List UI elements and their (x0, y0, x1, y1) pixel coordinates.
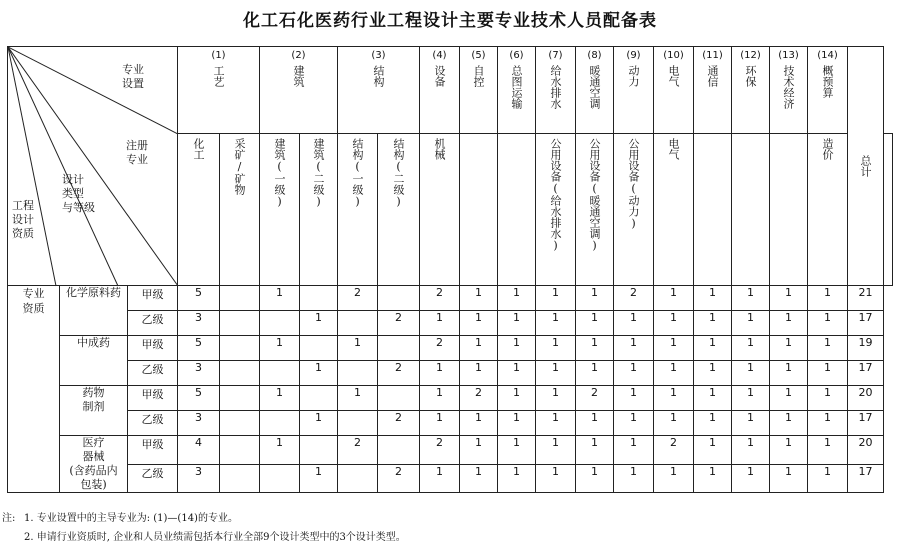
count-cell: 1 (536, 411, 576, 436)
count-cell: 1 (808, 411, 848, 436)
count-cell: 2 (420, 436, 460, 465)
registered-5: 结构(二级) (378, 134, 420, 286)
registered-17 (884, 134, 893, 286)
count-cell (300, 386, 338, 411)
count-cell: 2 (338, 436, 378, 465)
count-cell: 5 (178, 286, 220, 311)
side-label-professional-qualification: 专业 资质 (8, 286, 60, 493)
count-cell: 1 (694, 361, 732, 386)
count-cell: 1 (498, 411, 536, 436)
registered-3: 建筑(二级) (300, 134, 338, 286)
count-cell: 1 (260, 286, 300, 311)
count-cell: 2 (460, 386, 498, 411)
count-cell: 1 (338, 336, 378, 361)
count-cell: 1 (808, 311, 848, 336)
count-cell: 1 (654, 386, 694, 411)
count-cell: 1 (260, 386, 300, 411)
count-cell: 1 (654, 286, 694, 311)
count-cell (300, 436, 338, 465)
count-cell: 1 (654, 464, 694, 493)
count-cell (300, 286, 338, 311)
count-cell: 1 (576, 464, 614, 493)
count-cell: 1 (770, 436, 808, 465)
registered-13 (694, 134, 732, 286)
grade-cell: 乙级 (128, 361, 178, 386)
count-cell: 1 (420, 386, 460, 411)
count-cell (300, 336, 338, 361)
count-cell: 2 (420, 286, 460, 311)
count-cell: 1 (808, 464, 848, 493)
count-cell: 1 (260, 336, 300, 361)
header-row-specialties (8, 47, 893, 134)
count-cell: 1 (654, 361, 694, 386)
count-cell: 1 (614, 336, 654, 361)
count-cell: 1 (576, 436, 614, 465)
count-cell: 1 (536, 386, 576, 411)
count-cell: 2 (378, 361, 420, 386)
count-cell: 1 (694, 386, 732, 411)
label-specialty-setting: 专业 设置 (122, 63, 144, 90)
grade-cell: 甲级 (128, 336, 178, 361)
count-cell: 1 (498, 361, 536, 386)
count-cell: 1 (770, 411, 808, 436)
count-cell: 2 (614, 286, 654, 311)
design-type-cell: 医疗 器械 (含药品内 包装) (60, 436, 128, 493)
count-cell: 4 (178, 436, 220, 465)
total-cell: 17 (848, 464, 884, 493)
table-row (8, 336, 893, 361)
specialty-6: (6) 总图运输 (498, 47, 536, 134)
count-cell (260, 311, 300, 336)
count-cell: 2 (420, 336, 460, 361)
count-cell (338, 411, 378, 436)
count-cell (378, 286, 420, 311)
specialty-5: (5) 自控 (460, 47, 498, 134)
count-cell (338, 464, 378, 493)
table-row (8, 411, 893, 436)
count-cell: 2 (378, 311, 420, 336)
count-cell (378, 386, 420, 411)
count-cell: 1 (694, 436, 732, 465)
count-cell: 1 (460, 464, 498, 493)
count-cell: 1 (732, 464, 770, 493)
count-cell (378, 336, 420, 361)
grade-cell: 乙级 (128, 464, 178, 493)
count-cell: 1 (536, 464, 576, 493)
registered-12: 电气 (654, 134, 694, 286)
count-cell: 1 (654, 411, 694, 436)
count-cell: 1 (732, 436, 770, 465)
count-cell: 1 (460, 336, 498, 361)
count-cell: 1 (460, 286, 498, 311)
count-cell: 2 (338, 286, 378, 311)
registered-16: 造价 (808, 134, 848, 286)
count-cell: 5 (178, 336, 220, 361)
count-cell: 1 (694, 336, 732, 361)
count-cell: 1 (808, 436, 848, 465)
count-cell: 1 (420, 464, 460, 493)
count-cell: 1 (536, 436, 576, 465)
count-cell: 1 (732, 386, 770, 411)
count-cell: 1 (260, 436, 300, 465)
specialty-1: (1) 工艺 (178, 47, 260, 134)
specialty-10: (10) 电气 (654, 47, 694, 134)
registered-6: 机械 (420, 134, 460, 286)
count-cell: 2 (378, 464, 420, 493)
registered-1: 采矿/矿物 (220, 134, 260, 286)
count-cell: 1 (536, 336, 576, 361)
total-cell: 17 (848, 411, 884, 436)
specialty-3: (3) 结构 (338, 47, 420, 134)
specialty-9: (9) 动力 (614, 47, 654, 134)
count-cell: 1 (498, 464, 536, 493)
label-design-type: 设计 类型 与等级 (62, 173, 95, 214)
registered-8 (498, 134, 536, 286)
count-cell (220, 464, 260, 493)
header-diagonal-lines (8, 47, 178, 287)
table-row (8, 464, 893, 493)
count-cell: 1 (498, 386, 536, 411)
count-cell: 1 (694, 411, 732, 436)
count-cell (220, 311, 260, 336)
count-cell: 5 (178, 386, 220, 411)
count-cell: 1 (614, 411, 654, 436)
page-title: 化工石化医药行业工程设计主要专业技术人员配备表 (243, 11, 657, 31)
specialty-8: (8) 暖通空调 (576, 47, 614, 134)
specialty-14: (14) 概预算 (808, 47, 848, 134)
grade-cell: 甲级 (128, 436, 178, 465)
count-cell: 1 (576, 361, 614, 386)
count-cell: 1 (576, 336, 614, 361)
count-cell: 1 (808, 386, 848, 411)
registered-14 (732, 134, 770, 286)
note-item: 1. 专业设置中的主导专业为: (1)—(14)的专业。 (24, 513, 238, 524)
count-cell: 1 (498, 311, 536, 336)
count-cell: 1 (614, 311, 654, 336)
specialty-4: (4) 设备 (420, 47, 460, 134)
count-cell: 1 (614, 464, 654, 493)
count-cell: 1 (770, 286, 808, 311)
count-cell: 1 (300, 361, 338, 386)
count-cell (338, 311, 378, 336)
registered-11: 公用设备(动力) (614, 134, 654, 286)
count-cell: 1 (770, 336, 808, 361)
count-cell: 1 (614, 436, 654, 465)
table-row (8, 311, 893, 336)
total-cell: 20 (848, 436, 884, 465)
count-cell: 1 (576, 286, 614, 311)
count-cell: 1 (808, 361, 848, 386)
count-cell: 1 (498, 286, 536, 311)
label-engineering-qualification: 工程 设计 资质 (12, 199, 34, 240)
total-header: 总计 (848, 47, 884, 286)
grade-cell: 甲级 (128, 386, 178, 411)
count-cell: 1 (732, 286, 770, 311)
count-cell (260, 361, 300, 386)
table-row (8, 361, 893, 386)
count-cell: 1 (770, 386, 808, 411)
count-cell (220, 436, 260, 465)
table-row (8, 286, 893, 311)
count-cell: 1 (460, 411, 498, 436)
count-cell: 1 (694, 286, 732, 311)
count-cell: 1 (614, 386, 654, 411)
count-cell (260, 464, 300, 493)
count-cell: 1 (732, 411, 770, 436)
count-cell: 2 (576, 386, 614, 411)
count-cell: 1 (300, 411, 338, 436)
specialty-7: (7) 给水排水 (536, 47, 576, 134)
count-cell: 3 (178, 411, 220, 436)
count-cell: 1 (614, 361, 654, 386)
count-cell: 1 (460, 311, 498, 336)
specialty-2: (2) 建筑 (260, 47, 338, 134)
registered-0: 化工 (178, 134, 220, 286)
count-cell: 1 (808, 286, 848, 311)
grade-cell: 甲级 (128, 286, 178, 311)
count-cell: 1 (770, 464, 808, 493)
staffing-table (7, 46, 893, 493)
count-cell: 2 (378, 411, 420, 436)
total-cell: 19 (848, 336, 884, 361)
table-row (8, 436, 893, 465)
count-cell: 1 (654, 311, 694, 336)
count-cell: 1 (808, 336, 848, 361)
notes-label: 注: (2, 513, 16, 524)
registered-15 (770, 134, 808, 286)
design-type-cell: 化学原料药 (60, 286, 128, 336)
count-cell: 1 (770, 311, 808, 336)
count-cell (338, 361, 378, 386)
count-cell: 1 (536, 286, 576, 311)
count-cell: 1 (576, 311, 614, 336)
specialty-11: (11) 通信 (694, 47, 732, 134)
design-type-cell: 药物 制剂 (60, 386, 128, 436)
registered-2: 建筑(一级) (260, 134, 300, 286)
count-cell: 1 (732, 311, 770, 336)
grade-cell: 乙级 (128, 311, 178, 336)
total-cell: 21 (848, 286, 884, 311)
header-corner-cell (8, 47, 178, 286)
count-cell: 3 (178, 361, 220, 386)
count-cell (260, 411, 300, 436)
count-cell: 1 (420, 311, 460, 336)
count-cell: 2 (654, 436, 694, 465)
design-type-cell: 中成药 (60, 336, 128, 386)
count-cell: 1 (694, 464, 732, 493)
count-cell: 1 (536, 311, 576, 336)
count-cell: 1 (770, 361, 808, 386)
total-cell: 17 (848, 361, 884, 386)
count-cell (220, 336, 260, 361)
registered-10: 公用设备(暖通空调) (576, 134, 614, 286)
count-cell: 1 (732, 336, 770, 361)
label-registered-specialty: 注册 专业 (126, 139, 148, 166)
count-cell (220, 411, 260, 436)
count-cell (220, 386, 260, 411)
count-cell: 1 (732, 361, 770, 386)
count-cell: 1 (338, 386, 378, 411)
count-cell: 3 (178, 311, 220, 336)
notes (2, 509, 406, 547)
count-cell: 1 (300, 464, 338, 493)
specialty-13: (13) 技术经济 (770, 47, 808, 134)
count-cell (220, 286, 260, 311)
count-cell: 1 (460, 436, 498, 465)
grade-cell: 乙级 (128, 411, 178, 436)
count-cell: 1 (576, 411, 614, 436)
count-cell: 3 (178, 464, 220, 493)
total-cell: 17 (848, 311, 884, 336)
registered-4: 结构(一级) (338, 134, 378, 286)
registered-7 (460, 134, 498, 286)
count-cell (378, 436, 420, 465)
count-cell: 1 (536, 361, 576, 386)
count-cell: 1 (498, 436, 536, 465)
registered-9: 公用设备(给水排水) (536, 134, 576, 286)
count-cell: 1 (420, 361, 460, 386)
table-row (8, 386, 893, 411)
note-item: 2. 申请行业资质时, 企业和人员业绩需包括本行业全部9个设计类型中的3个设计类型。 (24, 532, 406, 543)
count-cell: 1 (300, 311, 338, 336)
count-cell: 1 (654, 336, 694, 361)
count-cell (220, 361, 260, 386)
count-cell: 1 (694, 311, 732, 336)
total-cell: 20 (848, 386, 884, 411)
count-cell: 1 (498, 336, 536, 361)
count-cell: 1 (420, 411, 460, 436)
count-cell: 1 (460, 361, 498, 386)
specialty-12: (12) 环保 (732, 47, 770, 134)
